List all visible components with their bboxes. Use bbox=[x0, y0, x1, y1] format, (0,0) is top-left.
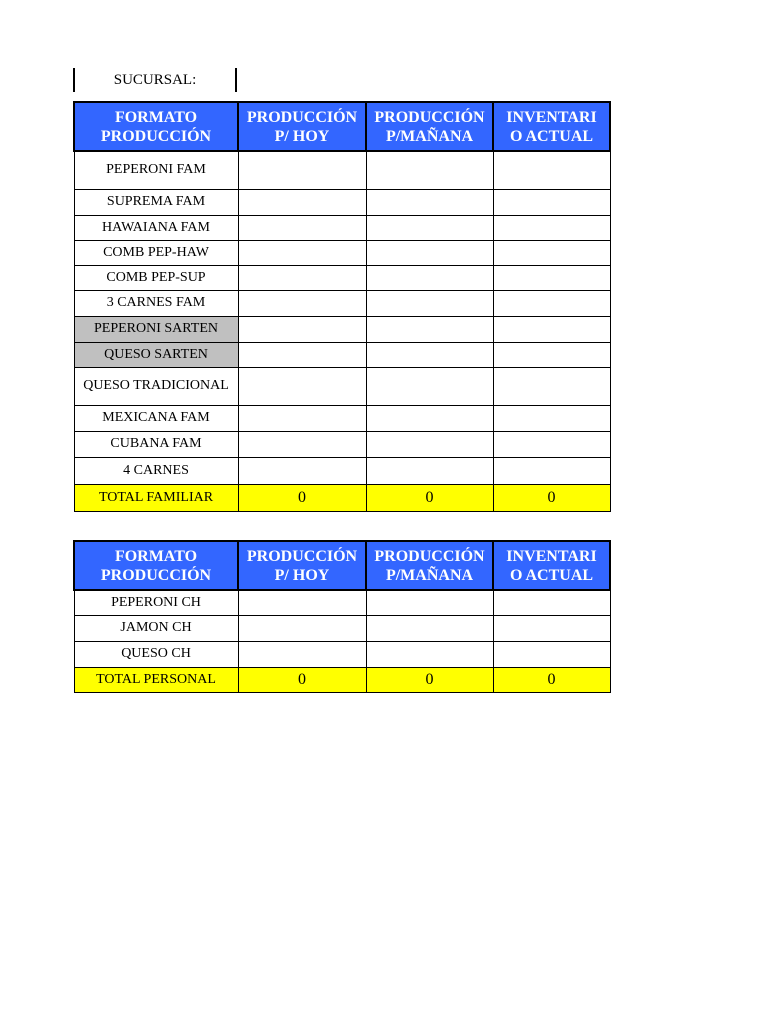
cell-inventario-actual[interactable] bbox=[493, 590, 610, 615]
product-name: SUPREMA FAM bbox=[74, 189, 238, 215]
cell-produccion-manana[interactable] bbox=[366, 215, 493, 240]
cell-inventario-actual[interactable] bbox=[493, 641, 610, 667]
cell-produccion-hoy[interactable] bbox=[238, 641, 366, 667]
table-row bbox=[74, 615, 610, 641]
product-name: QUESO CH bbox=[74, 641, 238, 667]
cell-produccion-hoy[interactable] bbox=[238, 151, 366, 189]
product-name: CUBANA FAM bbox=[74, 431, 238, 457]
cell-produccion-manana[interactable] bbox=[366, 457, 493, 484]
cell-produccion-hoy[interactable] bbox=[238, 615, 366, 641]
cell-inventario-actual[interactable] bbox=[493, 367, 610, 405]
table-row bbox=[74, 290, 610, 316]
cell-produccion-hoy[interactable] bbox=[238, 405, 366, 431]
cell-produccion-manana[interactable] bbox=[366, 316, 493, 342]
product-name: PEPERONI CH bbox=[74, 590, 238, 615]
total-produccion-hoy: 0 bbox=[238, 484, 366, 511]
familiar-table bbox=[73, 101, 611, 512]
cell-produccion-manana[interactable] bbox=[366, 431, 493, 457]
product-name: HAWAIANA FAM bbox=[74, 215, 238, 240]
total-row bbox=[74, 667, 610, 692]
personal-table bbox=[73, 540, 611, 693]
table-row bbox=[74, 265, 610, 290]
cell-produccion-manana[interactable] bbox=[366, 405, 493, 431]
cell-inventario-actual[interactable] bbox=[493, 151, 610, 189]
cell-produccion-hoy[interactable] bbox=[238, 240, 366, 265]
product-name: MEXICANA FAM bbox=[74, 405, 238, 431]
cell-produccion-manana[interactable] bbox=[366, 367, 493, 405]
table-row bbox=[74, 151, 610, 189]
product-name: 3 CARNES FAM bbox=[74, 290, 238, 316]
total-produccion-manana: 0 bbox=[366, 484, 493, 511]
total-inventario-actual: 0 bbox=[493, 667, 610, 692]
cell-produccion-hoy[interactable] bbox=[238, 342, 366, 367]
total-produccion-hoy: 0 bbox=[238, 667, 366, 692]
cell-inventario-actual[interactable] bbox=[493, 405, 610, 431]
header-produccion-hoy: PRODUCCIÓN P/ HOY bbox=[238, 102, 366, 151]
header-formato: FORMATO PRODUCCIÓN bbox=[74, 102, 238, 151]
cell-produccion-manana[interactable] bbox=[366, 240, 493, 265]
table-row bbox=[74, 240, 610, 265]
cell-produccion-manana[interactable] bbox=[366, 265, 493, 290]
cell-produccion-hoy[interactable] bbox=[238, 215, 366, 240]
header-produccion-hoy: PRODUCCIÓN P/ HOY bbox=[238, 541, 366, 590]
product-name: 4 CARNES bbox=[74, 457, 238, 484]
cell-produccion-hoy[interactable] bbox=[238, 290, 366, 316]
header-inventario-actual: INVENTARI O ACTUAL bbox=[493, 102, 610, 151]
cell-inventario-actual[interactable] bbox=[493, 316, 610, 342]
table-row bbox=[74, 316, 610, 342]
cell-produccion-manana[interactable] bbox=[366, 615, 493, 641]
cell-produccion-manana[interactable] bbox=[366, 342, 493, 367]
total-personal-label: TOTAL PERSONAL bbox=[74, 667, 238, 692]
table-row bbox=[74, 590, 610, 615]
product-name: COMB PEP-HAW bbox=[74, 240, 238, 265]
cell-produccion-hoy[interactable] bbox=[238, 457, 366, 484]
sucursal-label: SUCURSAL: bbox=[73, 68, 237, 92]
product-name: PEPERONI FAM bbox=[74, 151, 238, 189]
total-row bbox=[74, 484, 610, 511]
cell-produccion-manana[interactable] bbox=[366, 290, 493, 316]
cell-produccion-hoy[interactable] bbox=[238, 189, 366, 215]
cell-produccion-manana[interactable] bbox=[366, 590, 493, 615]
table-row bbox=[74, 641, 610, 667]
header-produccion-manana: PRODUCCIÓN P/MAÑANA bbox=[366, 541, 493, 590]
table-row bbox=[74, 431, 610, 457]
total-inventario-actual: 0 bbox=[493, 484, 610, 511]
product-name: JAMON CH bbox=[74, 615, 238, 641]
cell-produccion-hoy[interactable] bbox=[238, 590, 366, 615]
cell-inventario-actual[interactable] bbox=[493, 431, 610, 457]
table-row bbox=[74, 189, 610, 215]
table-row bbox=[74, 457, 610, 484]
cell-inventario-actual[interactable] bbox=[493, 290, 610, 316]
product-name: COMB PEP-SUP bbox=[74, 265, 238, 290]
cell-inventario-actual[interactable] bbox=[493, 265, 610, 290]
cell-inventario-actual[interactable] bbox=[493, 457, 610, 484]
cell-produccion-hoy[interactable] bbox=[238, 367, 366, 405]
header-inventario-actual: INVENTARI O ACTUAL bbox=[493, 541, 610, 590]
cell-inventario-actual[interactable] bbox=[493, 615, 610, 641]
cell-produccion-manana[interactable] bbox=[366, 189, 493, 215]
cell-inventario-actual[interactable] bbox=[493, 342, 610, 367]
cell-inventario-actual[interactable] bbox=[493, 215, 610, 240]
product-name: QUESO TRADICIONAL bbox=[74, 367, 238, 405]
cell-produccion-manana[interactable] bbox=[366, 641, 493, 667]
header-produccion-manana: PRODUCCIÓN P/MAÑANA bbox=[366, 102, 493, 151]
cell-produccion-hoy[interactable] bbox=[238, 431, 366, 457]
table-row bbox=[74, 367, 610, 405]
total-produccion-manana: 0 bbox=[366, 667, 493, 692]
cell-produccion-hoy[interactable] bbox=[238, 265, 366, 290]
table-row bbox=[74, 342, 610, 367]
cell-inventario-actual[interactable] bbox=[493, 240, 610, 265]
header-formato: FORMATO PRODUCCIÓN bbox=[74, 541, 238, 590]
product-name: QUESO SARTEN bbox=[74, 342, 238, 367]
cell-produccion-hoy[interactable] bbox=[238, 316, 366, 342]
cell-produccion-manana[interactable] bbox=[366, 151, 493, 189]
product-name: PEPERONI SARTEN bbox=[74, 316, 238, 342]
cell-inventario-actual[interactable] bbox=[493, 189, 610, 215]
total-familiar-label: TOTAL FAMILIAR bbox=[74, 484, 238, 511]
table-row bbox=[74, 405, 610, 431]
table-row bbox=[74, 215, 610, 240]
